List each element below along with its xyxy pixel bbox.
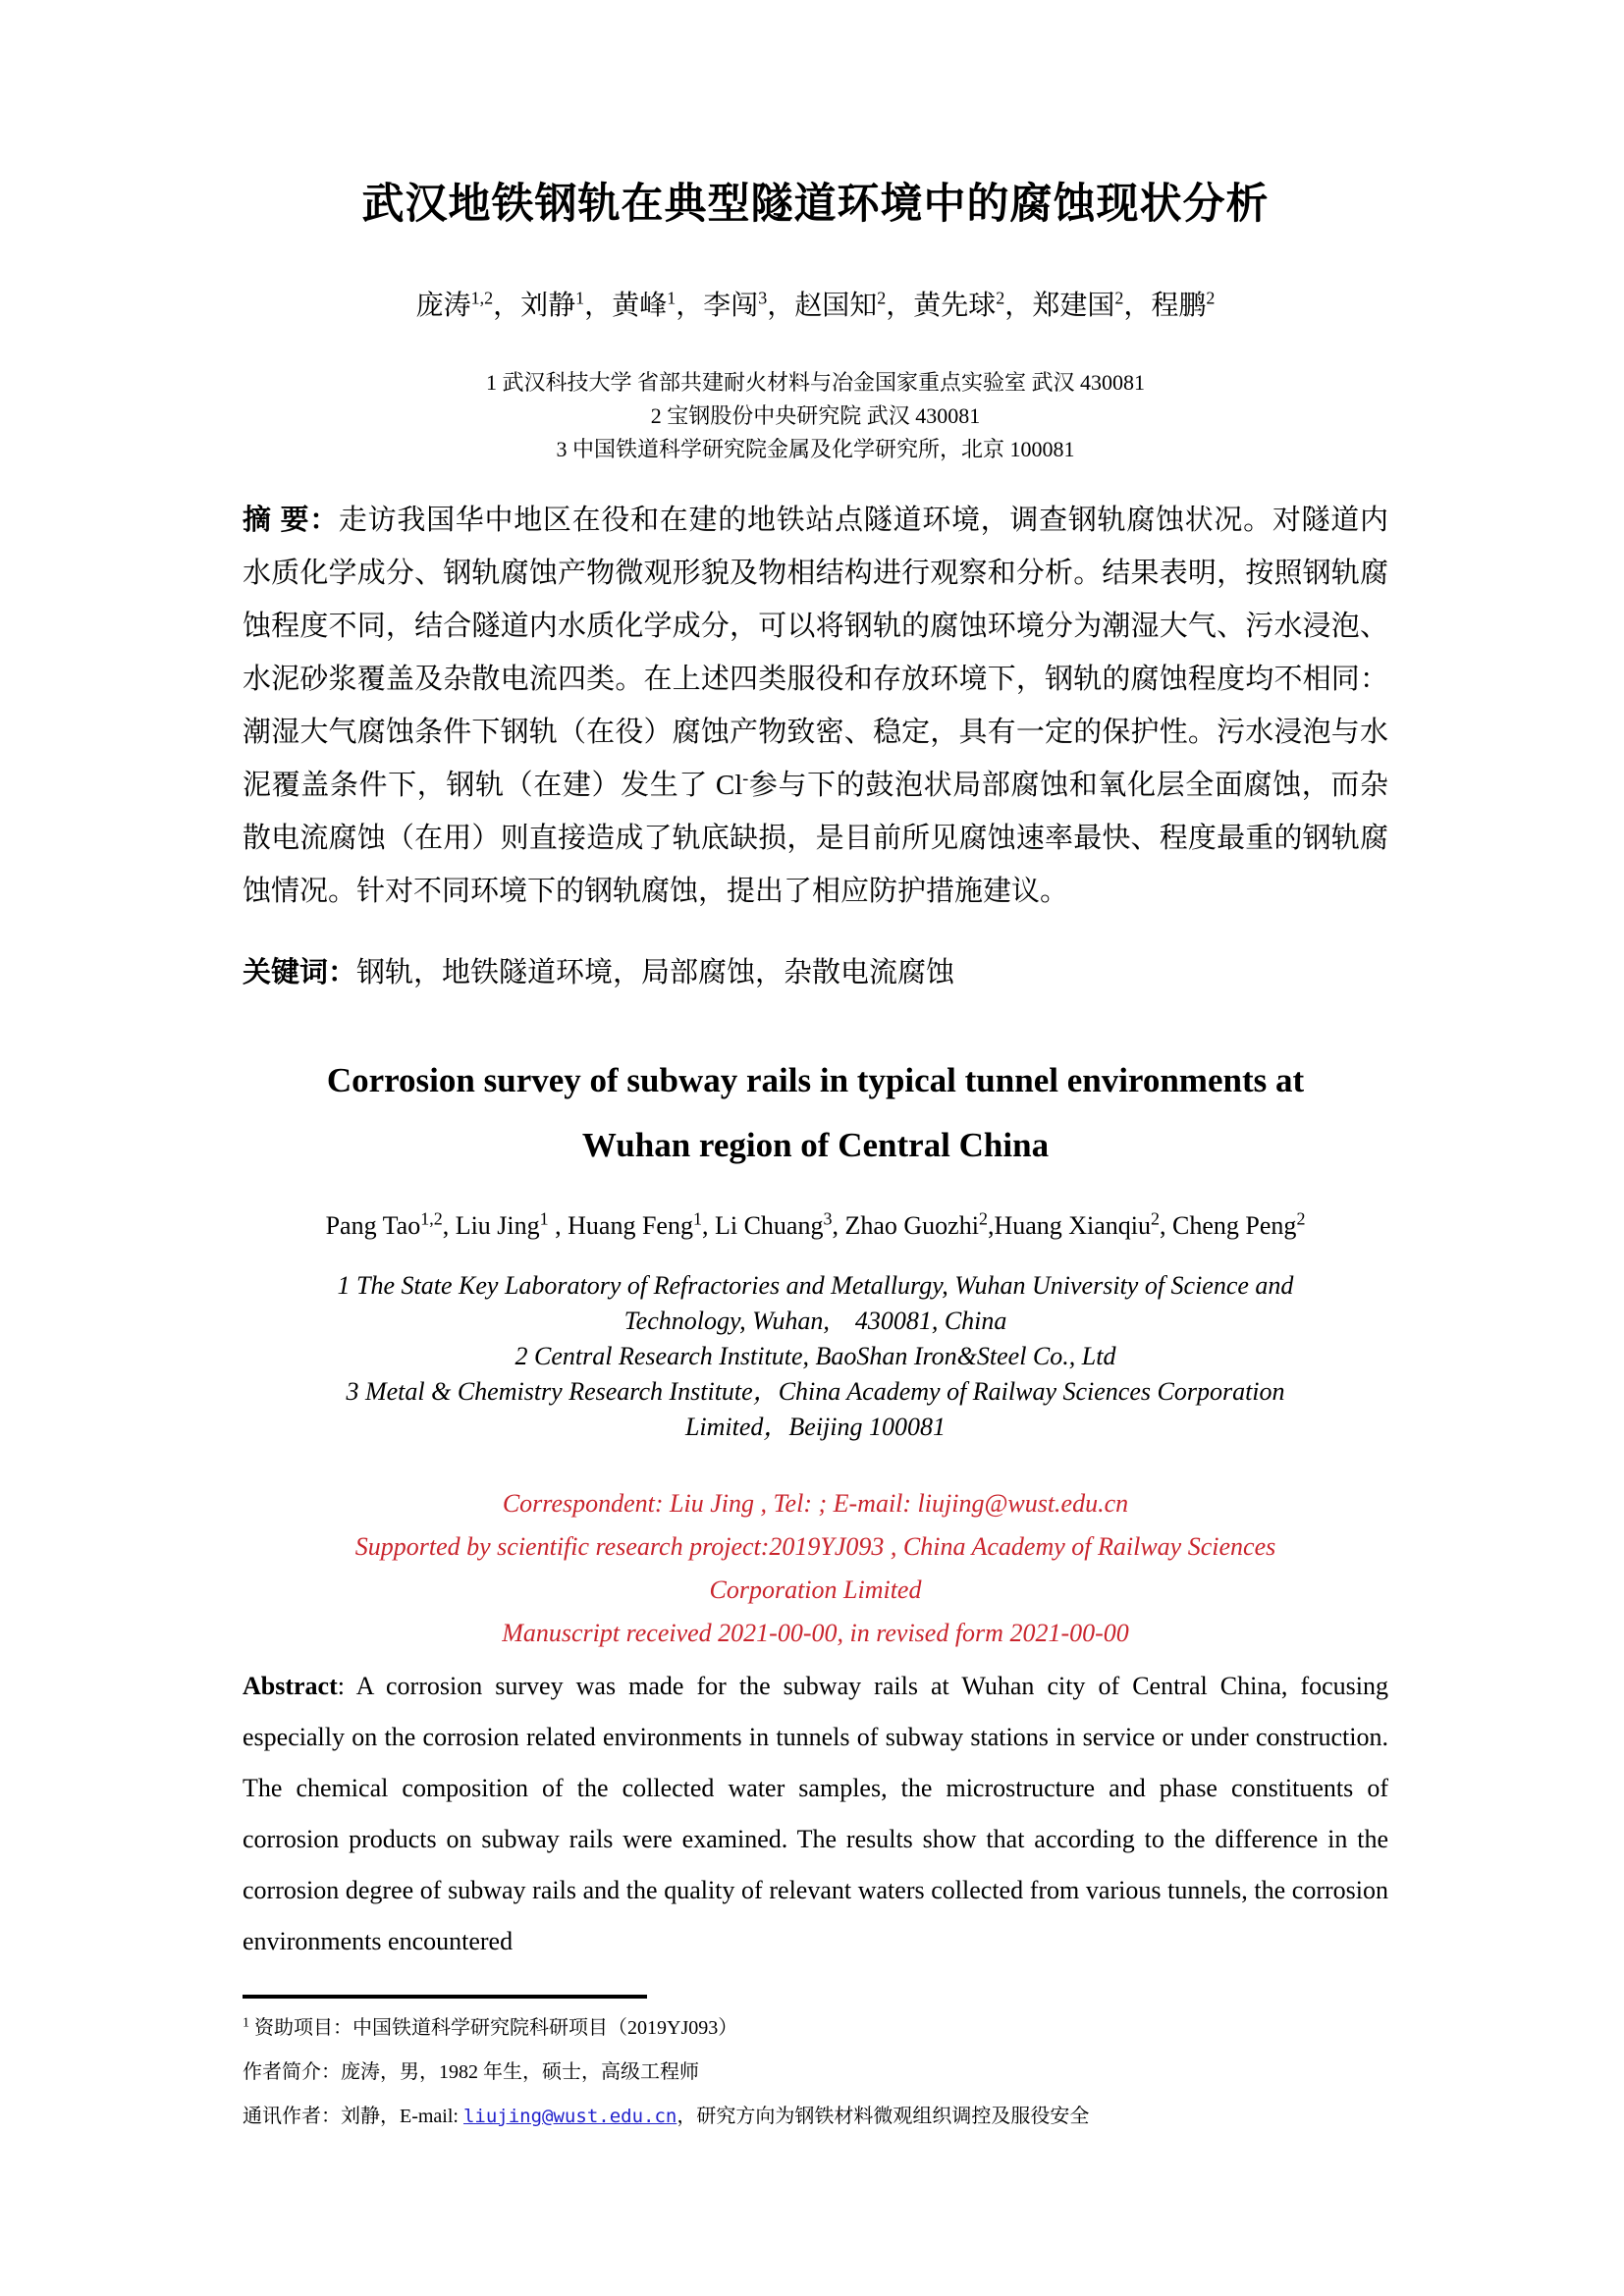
author-separator: ， (676, 291, 704, 321)
author-separator: ， (1123, 291, 1152, 321)
en-author-superscript: 2 (978, 1208, 988, 1229)
chinese-title: 武汉地铁钢轨在典型隧道环境中的腐蚀现状分析 (361, 181, 1270, 228)
author-separator: ， (493, 291, 521, 321)
cn-author (913, 288, 1005, 321)
cn-author (1151, 288, 1216, 321)
cn-author-superscript: 3 (758, 288, 768, 308)
cn-author (1032, 288, 1124, 321)
en-author-name: Huang Xianqiu (994, 1211, 1152, 1240)
cn-abstract-text: 走访我国华中地区在役和在建的地铁站点隧道环境，调查钢轨腐蚀状况。对隧道内水质化学成分、钢轨腐蚀产物微观形貌及物相结构进行观察和分析。结果表明，按照钢轨腐蚀程度不同，结合隧道内水质化学成分，可以将钢轨的腐蚀环境分为潮湿大气、污水浸泡、水泥砂浆覆盖及杂散电流四类。在上述四类服役和存放环境下，钢轨的腐蚀程度均不相同：潮湿大气腐蚀条件下钢轨（在役）腐蚀产物致密、稳定，具有一定的保护性。污水浸泡与水泥覆盖条件下，钢轨（在建）发生了 Cl (243, 505, 1388, 801)
chinese-author-list (243, 288, 1388, 325)
en-affiliation-line: Technology, Wuhan, 430081, China (623, 1307, 1007, 1335)
author-separator: , (1160, 1211, 1173, 1240)
footnote-block (243, 2006, 1388, 2139)
funding-line-continued: Corporation Limited (709, 1575, 922, 1604)
en-author-name: Huang Feng (568, 1211, 693, 1240)
en-abstract-text: : A corrosion survey was made for the subway rails at Wuhan city of Central China, focusing especially on the corrosion related environments in tunnels of subway stations in service or under construction. The chemical composition of the collected water samples, the microstructure and phase constituents of corrosion products on subway rails were examined. The results show that according to the difference in the corrosion degree of subway rails and the quality of relevant waters collected from various tunnels, the corrosion environments encountered (243, 1672, 1388, 1955)
en-author-name: Liu Jing (455, 1211, 540, 1240)
correspondent-email-link[interactable]: liujing@wust.edu.cn (462, 2106, 677, 2127)
en-author-superscript: 1,2 (420, 1208, 443, 1229)
cn-abstract-text: 参与下的鼓泡状局部腐蚀和氧化层全面腐蚀，而杂散电流腐蚀（在用）则直接造成了轨底缺损，是目前所见腐蚀速率最快、程度最重的钢轨腐蚀情况。针对不同环境下的钢轨腐蚀，提出了相应防护措施建议。 (243, 770, 1388, 907)
funding-line: Supported by scientific research project:2019YJ093 , China Academy of Railway Sciences (354, 1532, 1276, 1561)
chloride-ion-superscript: - (742, 768, 749, 788)
correspondence-block (243, 1482, 1388, 1655)
en-author (568, 1208, 702, 1240)
cn-author-superscript: 1,2 (470, 288, 494, 308)
cn-author-name: 李闯 (703, 291, 759, 321)
en-affiliation-line: Limited，Beijing 100081 (684, 1413, 947, 1441)
en-author-superscript: 1 (692, 1208, 702, 1229)
en-author-name: Zhao Guozhi (844, 1211, 979, 1240)
en-author (844, 1208, 988, 1240)
english-author-list (243, 1209, 1388, 1243)
cn-keywords-label: 关键词： (243, 957, 357, 988)
en-author-superscript: 1 (539, 1208, 549, 1229)
author-separator: ， (886, 291, 914, 321)
en-author-superscript: 2 (1296, 1208, 1306, 1229)
author-separator: ， (1004, 291, 1033, 321)
correspondent-line: Correspondent: Liu Jing , Tel: ; E-mail: liujing@wust.edu.cn (502, 1489, 1129, 1518)
cn-author-name: 黄峰 (612, 291, 668, 321)
cn-author-superscript: 2 (996, 288, 1005, 308)
cn-author (520, 288, 585, 321)
cn-author (703, 288, 768, 321)
author-separator: , (987, 1211, 995, 1240)
english-affiliations (243, 1268, 1388, 1445)
chinese-affiliations (243, 366, 1388, 466)
en-author-name: Li Chuang (714, 1211, 824, 1240)
cn-affiliation-line: 2 宝钢股份中央研究院 武汉 430081 (650, 403, 981, 428)
en-affiliation-line: 2 Central Research Institute, BaoShan Iron&Steel Co., Ltd (514, 1342, 1116, 1370)
en-affiliation-line: 3 Metal & Chemistry Research Institute，China Academy of Railway Sciences Corporation (346, 1377, 1285, 1406)
chinese-keywords (243, 946, 1388, 999)
page-content (0, 179, 1624, 2139)
cn-keywords-text: 钢轨，地铁隧道环境，局部腐蚀，杂散电流腐蚀 (356, 957, 955, 988)
en-abstract-label: Abstract (243, 1672, 338, 1700)
author-separator: , (442, 1211, 456, 1240)
corresponding-author-footnote (243, 2095, 1388, 2139)
chinese-abstract (243, 494, 1388, 918)
en-author-superscript: 2 (1151, 1208, 1161, 1229)
en-author (325, 1208, 443, 1240)
manuscript-received-line: Manuscript received 2021-00-00, in revised form 2021-00-00 (502, 1619, 1129, 1647)
en-author-name: Cheng Peng (1172, 1211, 1297, 1240)
english-title-line2: Wuhan region of Central China (581, 1126, 1050, 1164)
english-title (243, 1048, 1388, 1178)
author-separator: , (701, 1211, 715, 1240)
cn-abstract-label: 摘 要： (243, 505, 339, 536)
author-separator: ， (767, 291, 795, 321)
cn-author-superscript: 1 (667, 288, 677, 308)
en-author-name: Pang Tao (325, 1211, 421, 1240)
cn-author-name: 赵国知 (794, 291, 878, 321)
funding-footnote (243, 2006, 1388, 2051)
author-separator: , (548, 1211, 568, 1240)
en-author (994, 1208, 1161, 1240)
footnote-divider (243, 1995, 647, 1999)
cn-author (794, 288, 887, 321)
en-author (714, 1208, 833, 1240)
funding-footnote-text: 资助项目：中国铁道科学研究院科研项目（2019YJ093） (249, 2017, 738, 2039)
cn-author-name: 程鹏 (1151, 291, 1207, 321)
en-author (1172, 1208, 1306, 1240)
english-abstract (243, 1661, 1388, 1967)
cn-affiliation-line: 1 武汉科技大学 省部共建耐火材料与冶金国家重点实验室 武汉 430081 (485, 370, 1145, 395)
cn-author-name: 庞涛 (415, 291, 471, 321)
cn-author (612, 288, 677, 321)
cn-author-superscript: 1 (575, 288, 585, 308)
cn-author-name: 刘静 (520, 291, 576, 321)
cn-affiliation-line: 3 中国铁道科学研究院金属及化学研究所，北京 100081 (556, 437, 1075, 461)
author-bio-footnote: 作者简介：庞涛，男，1982 年生，硕士，高级工程师 (243, 2061, 699, 2083)
author-separator: , (832, 1211, 845, 1240)
corresponding-author-text: 通讯作者：刘静，E-mail: (243, 2106, 463, 2127)
english-title-line1: Corrosion survey of subway rails in typical tunnel environments at (326, 1061, 1305, 1099)
corresponding-author-text-after: ，研究方向为钢铁材料微观组织调控及服役安全 (677, 2106, 1090, 2127)
cn-author-name: 郑建国 (1032, 291, 1115, 321)
cn-author-name: 黄先球 (913, 291, 997, 321)
en-author-superscript: 3 (823, 1208, 833, 1229)
footnote-superscript: 1 (243, 2015, 249, 2031)
en-author (455, 1208, 549, 1240)
en-affiliation-line: 1 The State Key Laboratory of Refractories and Metallurgy, Wuhan University of Science and (337, 1271, 1294, 1300)
cn-author-superscript: 2 (877, 288, 887, 308)
cn-author-superscript: 2 (1206, 288, 1216, 308)
author-separator: ， (584, 291, 613, 321)
cn-author-superscript: 2 (1114, 288, 1124, 308)
cn-author (415, 288, 494, 321)
